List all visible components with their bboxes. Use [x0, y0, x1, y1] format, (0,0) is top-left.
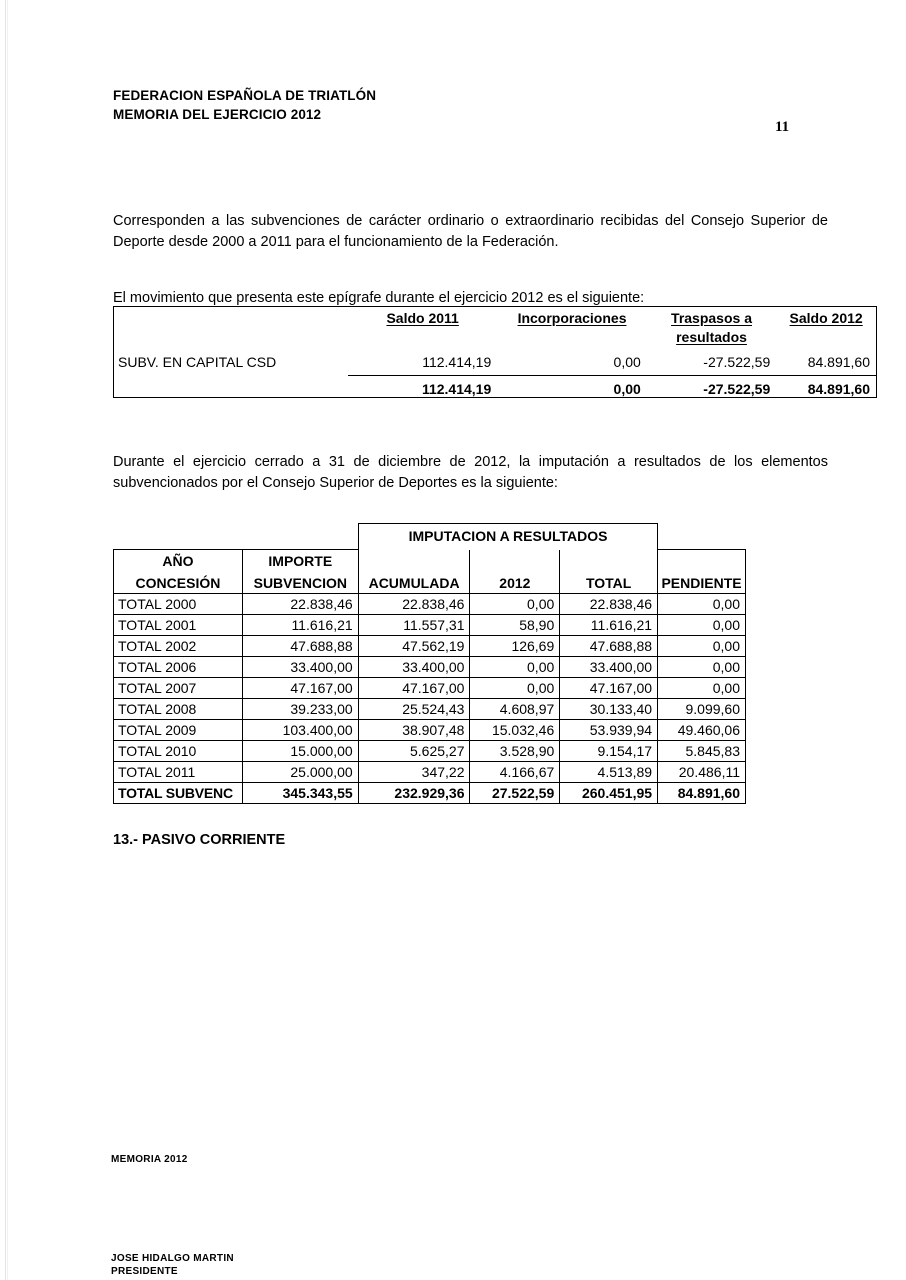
cell-2012: 0,00 — [470, 657, 560, 678]
cell-2012: 58,90 — [470, 615, 560, 636]
total-cell-acumulada: 232.929,36 — [358, 783, 470, 804]
header-cell-traspasos-line2: resultados — [676, 329, 747, 345]
total-cell-2012: 27.522,59 — [470, 783, 560, 804]
total-cell-label — [114, 376, 348, 402]
cell-importe: 15.000,00 — [242, 741, 358, 762]
document-header — [113, 86, 376, 124]
scan-artifact-line — [5, 0, 6, 1280]
header-importe-subvencion: SUBVENCION — [242, 571, 358, 594]
cell-concepto: SUBV. EN CAPITAL CSD — [118, 354, 277, 371]
total-cell-pendiente: 84.891,60 — [658, 783, 746, 804]
table-row — [114, 720, 746, 741]
cell-importe: 33.400,00 — [242, 657, 358, 678]
header-cell-saldo-2011: Saldo 2011 — [386, 310, 459, 326]
table-imputacion-header-row-2 — [114, 571, 746, 594]
table-row — [114, 762, 746, 783]
cell-importe: 103.400,00 — [242, 720, 358, 741]
cell-total: 47.688,88 — [560, 636, 658, 657]
cell-importe: 22.838,46 — [242, 594, 358, 615]
cell-2012: 4.608,97 — [470, 699, 560, 720]
cell-pendiente: 20.486,11 — [658, 762, 746, 783]
cell-total: 22.838,46 — [560, 594, 658, 615]
header-cell-blank-4 — [497, 329, 647, 349]
cell-anio: TOTAL 2009 — [114, 720, 243, 741]
cell-acumulada: 33.400,00 — [358, 657, 470, 678]
table-row — [114, 741, 746, 762]
cell-acumulada: 347,22 — [358, 762, 470, 783]
cell-acumulada: 11.557,31 — [358, 615, 470, 636]
total-cell-importe: 345.343,55 — [242, 783, 358, 804]
cell-2012: 15.032,46 — [470, 720, 560, 741]
cell-total: 9.154,17 — [560, 741, 658, 762]
table-row — [114, 349, 876, 376]
header-cell-blank-2 — [114, 329, 348, 349]
paragraph-imputacion-intro: Durante el ejercicio cerrado a 31 de diciembre de 2012, la imputación a resultados de los elementos subvencionados por el Consejo Superior de Deportes es la siguiente: — [113, 454, 828, 491]
cell-pendiente: 0,00 — [658, 615, 746, 636]
cell-anio: TOTAL 2011 — [114, 762, 243, 783]
cell-total: 4.513,89 — [560, 762, 658, 783]
scan-artifact-line-secondary — [7, 0, 8, 1280]
cell-total: 53.939,94 — [560, 720, 658, 741]
cell-anio: TOTAL 2010 — [114, 741, 243, 762]
cell-anio: TOTAL 2007 — [114, 678, 243, 699]
cell-anio: TOTAL 2008 — [114, 699, 243, 720]
cell-2012: 0,00 — [470, 678, 560, 699]
cell-pendiente: 5.845,83 — [658, 741, 746, 762]
cell-acumulada: 5.625,27 — [358, 741, 470, 762]
table-row — [114, 678, 746, 699]
cell-acumulada: 47.562,19 — [358, 636, 470, 657]
table-imputacion-header-row-1 — [114, 550, 746, 572]
cell-importe: 47.688,88 — [242, 636, 358, 657]
cell-pendiente: 49.460,06 — [658, 720, 746, 741]
cell-total: 11.616,21 — [560, 615, 658, 636]
cell-saldo-2011: 112.414,19 — [422, 354, 492, 370]
header-cell-incorporaciones: Incorporaciones — [517, 310, 627, 326]
table-imputacion — [113, 549, 746, 804]
cell-total: 30.133,40 — [560, 699, 658, 720]
table-row — [114, 636, 746, 657]
cell-incorporaciones: 0,00 — [613, 354, 641, 370]
cell-2012: 0,00 — [470, 594, 560, 615]
table-row — [114, 615, 746, 636]
table-row — [114, 594, 746, 615]
header-importe-line1: IMPORTE — [242, 550, 358, 572]
cell-pendiente: 0,00 — [658, 636, 746, 657]
table-row — [114, 657, 746, 678]
group-header-imputacion: IMPUTACION A RESULTADOS — [358, 523, 658, 549]
table-movimiento — [113, 306, 877, 398]
cell-importe: 39.233,00 — [242, 699, 358, 720]
cell-anio: TOTAL 2006 — [114, 657, 243, 678]
cell-anio: TOTAL 2002 — [114, 636, 243, 657]
total-cell-traspasos: -27.522,59 — [647, 376, 776, 402]
cell-total: 33.400,00 — [560, 657, 658, 678]
header-cell-saldo-2012: Saldo 2012 — [789, 310, 863, 326]
cell-pendiente: 9.099,60 — [658, 699, 746, 720]
footer-signature — [111, 1252, 234, 1278]
cell-acumulada: 47.167,00 — [358, 678, 470, 699]
cell-2012: 3.528,90 — [470, 741, 560, 762]
footer-memoria-label: MEMORIA 2012 — [111, 1154, 188, 1165]
cell-anio: TOTAL 2000 — [114, 594, 243, 615]
signature-role: PRESIDENTE — [111, 1266, 178, 1277]
cell-traspasos: -27.522,59 — [703, 354, 771, 370]
table-row — [114, 699, 746, 720]
header-2012: 2012 — [470, 571, 560, 594]
cell-acumulada: 22.838,46 — [358, 594, 470, 615]
cell-pendiente: 0,00 — [658, 657, 746, 678]
signature-name: JOSE HIDALGO MARTIN — [111, 1253, 234, 1264]
section-title-pasivo-corriente: 13.- PASIVO CORRIENTE — [113, 832, 286, 848]
header-cell-blank-5 — [776, 329, 876, 349]
header-anio-concesion: CONCESIÓN — [114, 571, 243, 594]
header-organization: FEDERACION ESPAÑOLA DE TRIATLÓN — [113, 88, 377, 103]
header-subtitle: MEMORIA DEL EJERCICIO 2012 — [113, 107, 322, 122]
total-cell-total: 260.451,95 — [560, 783, 658, 804]
table-total-row — [114, 783, 746, 804]
header-cell-traspasos: Traspasos a — [671, 310, 752, 326]
cell-2012: 4.166,67 — [470, 762, 560, 783]
header-2012-top — [470, 550, 560, 572]
table-imputacion-body — [114, 594, 746, 804]
cell-importe: 47.167,00 — [242, 678, 358, 699]
table-total-row — [114, 376, 876, 402]
header-total-top — [560, 550, 658, 572]
total-cell-incorporaciones: 0,00 — [497, 376, 647, 402]
header-pendiente-top — [658, 550, 746, 572]
paragraph-movimiento-intro: El movimiento que presenta este epígrafe durante el ejercicio 2012 es el siguiente: — [113, 290, 645, 306]
cell-2012: 126,69 — [470, 636, 560, 657]
header-anio-line1: AÑO — [114, 550, 243, 572]
cell-pendiente: 0,00 — [658, 678, 746, 699]
cell-acumulada: 38.907,48 — [358, 720, 470, 741]
header-cell-blank-3 — [348, 329, 497, 349]
paragraph-subvenciones: Corresponden a las subvenciones de carácter ordinario o extraordinario recibidas del Consejo Superior de Deporte desde 2000 a 2011 para el funcionamiento de la Federación. — [113, 213, 828, 250]
header-total: TOTAL — [560, 571, 658, 594]
table-movimiento-header-row-2 — [114, 329, 876, 349]
header-pendiente: PENDIENTE — [658, 571, 746, 594]
header-acumulada-top — [358, 550, 470, 572]
cell-total: 47.167,00 — [560, 678, 658, 699]
header-acumulada: ACUMULADA — [358, 571, 470, 594]
cell-acumulada: 25.524,43 — [358, 699, 470, 720]
total-cell-saldo-2012: 84.891,60 — [776, 376, 876, 402]
cell-saldo-2012: 84.891,60 — [807, 354, 870, 370]
cell-anio: TOTAL 2001 — [114, 615, 243, 636]
cell-importe: 25.000,00 — [242, 762, 358, 783]
header-cell-blank — [114, 307, 348, 329]
table-movimiento-header-row — [114, 307, 876, 329]
page-number: 11 — [775, 119, 790, 135]
cell-pendiente: 0,00 — [658, 594, 746, 615]
total-cell-saldo-2011: 112.414,19 — [348, 376, 497, 402]
total-cell-anio: TOTAL SUBVENC — [114, 783, 243, 804]
cell-importe: 11.616,21 — [242, 615, 358, 636]
